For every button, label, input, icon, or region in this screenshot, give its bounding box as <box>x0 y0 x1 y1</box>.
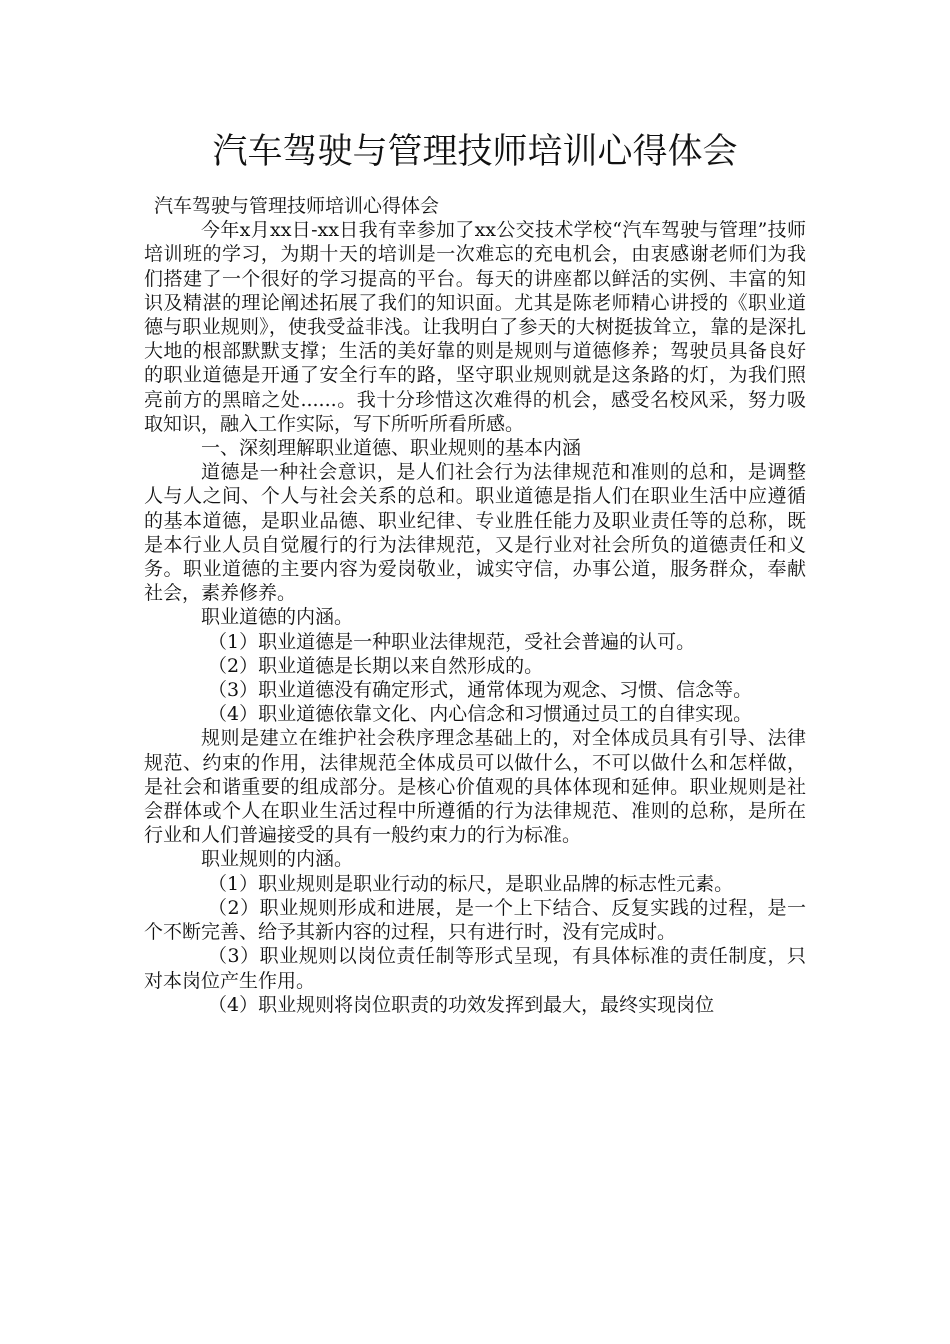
rules-item-3: （3）职业规则以岗位责任制等形式呈现，有具体标准的责任制度，只对本岗位产生作用。 <box>144 945 806 992</box>
ethics-connotation-heading: 职业道德的内涵。 <box>201 606 354 629</box>
ethics-item-4: （4）职业道德依靠文化、内心信念和习惯通过员工的自律实现。 <box>208 703 753 726</box>
rules-item-2: （2）职业规则形成和进展，是一个上下结合、反复实践的过程，是一个不断完善、给予其新内容的过程，只有进行时，没有完成时。 <box>144 896 806 944</box>
rules-definition-paragraph: 规则是建立在维护社会秩序理念基础上的，对全体成员具有引导、法律规范、约束的作用，法律规范全体成员可以做什么，不可以做什么和怎样做，是社会和谐重要的组成部分。是核心价值观的具体体现和延伸。职业规则是社会群体或个人在职业生活过程中所遵循的行为法律规范、准则的总称，是所在行业和人们普遍接受的具有一般约束力的行为标准。 <box>144 727 806 847</box>
document-body <box>144 194 806 1017</box>
section-heading: 一、深刻理解职业道德、职业规则的基本内涵 <box>201 437 582 460</box>
intro-paragraph: 今年x月xx日-xx日我有幸参加了xx公交技术学校“汽车驾驶与管理”技师培训班的学习，为期十天的培训是一次难忘的充电机会，由衷感谢老师们为我们搭建了一个很好的学习提高的平台。每天的讲座都以鲜活的实例、丰富的知识及精湛的理论阐述拓展了我们的知识面。尤其是陈老师精心讲授的《职业道德与职业规则》，使我受益非浅。让我明白了参天的大树挺拔耸立，靠的是深扎大地的根部默默支撑；生活的美好靠的则是规则与道德修养；驾驶员具备良好的职业道德是开通了安全行车的路，坚守职业规则就是这条路的灯，为我们照亮前方的黑暗之处......。我十分珍惜这次难得的机会，感受名校风采，努力吸取知识，融入工作实际，写下所听所看所感。 <box>144 219 806 435</box>
ethics-item-2: （2）职业道德是长期以来自然形成的。 <box>208 654 544 677</box>
rules-item-1: （1）职业规则是职业行动的标尺，是职业品牌的标志性元素。 <box>208 872 734 895</box>
ethics-item-1: （1）职业道德是一种职业法律规范，受社会普遍的认可。 <box>208 630 696 653</box>
document-page <box>144 0 806 1017</box>
subtitle-paragraph: 汽车驾驶与管理技师培训心得体会 <box>154 195 440 217</box>
ethics-item-3: （3）职业道德没有确定形式，通常体现为观念、习惯、信念等。 <box>208 679 753 702</box>
rules-connotation-heading: 职业规则的内涵。 <box>201 848 354 871</box>
ethics-definition-paragraph: 道德是一种社会意识，是人们社会行为法律规范和准则的总和，是调整人与人之间、个人与社会关系的总和。职业道德是指人们在职业生活中应遵循的基本道德，是职业品德、职业纪律、专业胜任能力及职业责任等的总称，既是本行业人员自觉履行的行为法律规范，又是行业对社会所负的道德责任和义务。职业道德的主要内容为爱岗敬业，诚实守信，办事公道，服务群众，奉献社会，素养修养。 <box>144 461 806 605</box>
document-title: 汽车驾驶与管理技师培训心得体会 <box>212 132 738 172</box>
rules-item-4: （4）职业规则将岗位职责的功效发挥到最大，最终实现岗位 <box>208 993 715 1016</box>
